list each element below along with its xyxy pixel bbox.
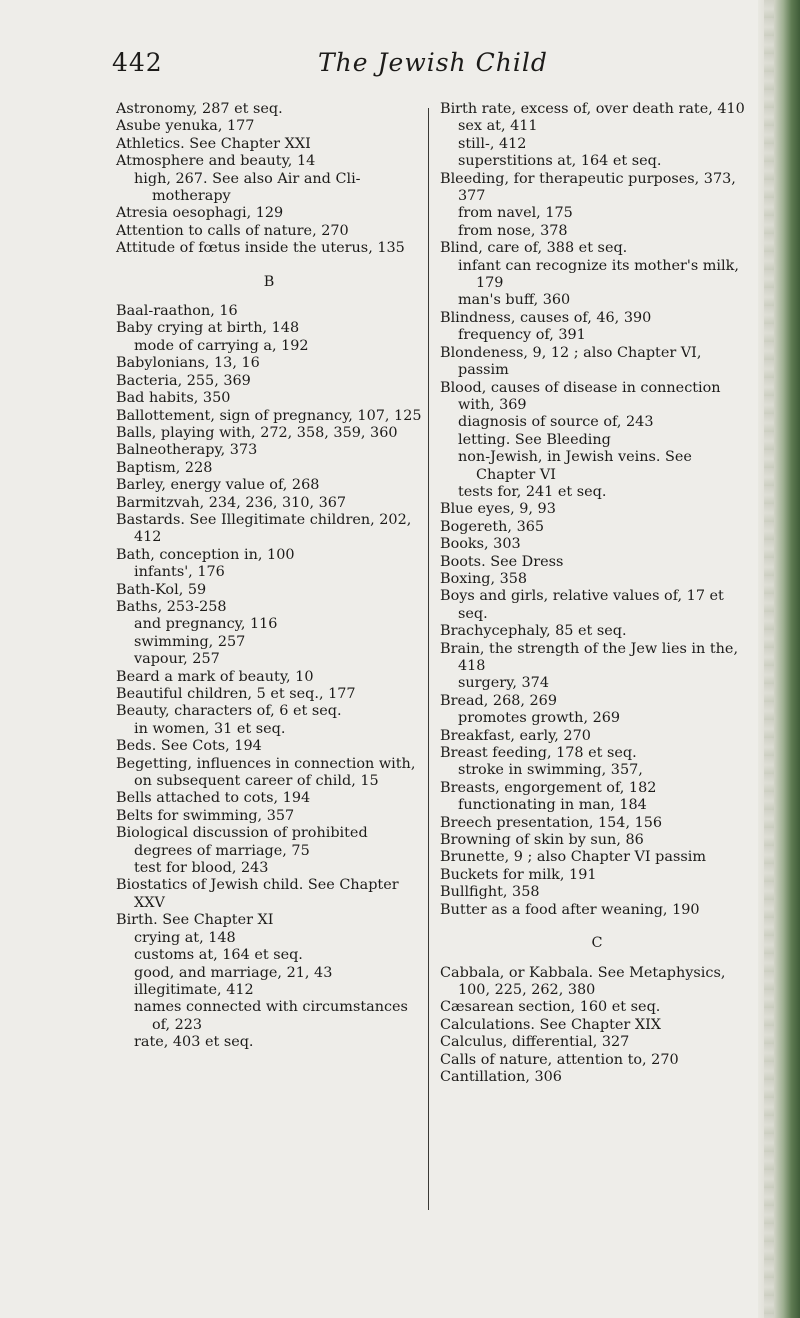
- index-entry: Brunette, 9 ; also Chapter VI passim: [440, 849, 706, 866]
- index-subentry: from navel, 175: [458, 205, 573, 222]
- index-entry: Baptism, 228: [116, 459, 213, 476]
- index-entry: Calls of nature, attention to, 270: [440, 1051, 679, 1068]
- index-subentry: mode of carrying a, 192: [134, 337, 309, 354]
- index-entry: Buckets for milk, 191: [440, 866, 597, 883]
- index-entry: Begetting, influences in connection with, on subsequent career of child, 15: [116, 755, 416, 790]
- index-entry: Babylonians, 13, 16: [116, 355, 260, 372]
- index-entry: Balneotherapy, 373: [116, 442, 258, 459]
- index-entry: Calculations. See Chapter XIX: [440, 1016, 662, 1033]
- index-entry: Attitude of fœtus inside the uterus, 135: [116, 240, 405, 257]
- index-entry: Blind, care of, 388 et seq.: [440, 240, 628, 257]
- index-entry: Bread, 268, 269: [440, 692, 557, 709]
- index-entry: Beauty, characters of, 6 et seq.: [116, 703, 342, 720]
- index-subentry: infant can recognize its mother's milk, 179: [458, 257, 739, 292]
- index-entry: Breakfast, early, 270: [440, 727, 591, 744]
- index-subentry: superstitions at, 164 et seq.: [458, 153, 662, 170]
- page-header: [112, 48, 752, 88]
- index-entry: Browning of skin by sun, 86: [440, 832, 644, 849]
- index-subentry: illegitimate, 412: [134, 981, 254, 998]
- section-letter: B: [263, 273, 275, 290]
- index-subentry: frequency of, 391: [458, 327, 586, 344]
- index-subentry: letting. See Bleeding: [458, 431, 611, 448]
- index-subentry: promotes growth, 269: [458, 710, 621, 727]
- index-entry: Boxing, 358: [440, 570, 528, 587]
- running-title: The Jewish Child: [318, 48, 548, 77]
- index-entry: Barmitzvah, 234, 236, 310, 367: [116, 494, 347, 511]
- index-entry: Calculus, differential, 327: [440, 1034, 630, 1051]
- index-entry: Bath-Kol, 59: [116, 581, 207, 598]
- index-entry: Bells attached to cots, 194: [116, 790, 311, 807]
- index-subentry: good, and marriage, 21, 43: [134, 964, 333, 981]
- index-entry: Atmosphere and beauty, 14: [116, 153, 316, 170]
- index-entry: Breasts, engorgement of, 182: [440, 779, 657, 796]
- index-entry: Blood, causes of disease in connection with, 369: [440, 379, 721, 413]
- index-subentry: sex at, 411: [458, 118, 538, 135]
- index-subentry: vapour, 257: [134, 651, 220, 668]
- index-entry: Cantillation, 306: [440, 1068, 562, 1085]
- index-subentry: in women, 31 et seq.: [134, 720, 286, 737]
- index-entry: Belts for swimming, 357: [116, 807, 295, 824]
- index-entry: Attention to calls of nature, 270: [116, 222, 349, 239]
- index-entry: Ballottement, sign of pregnancy, 107, 125: [116, 407, 422, 424]
- index-entry: Bogereth, 365: [440, 518, 545, 535]
- index-column-left: [116, 101, 422, 1052]
- index-entry: Astronomy, 287 et seq.: [116, 101, 283, 117]
- index-entry: Beard a mark of beauty, 10: [116, 668, 314, 685]
- index-subentry: stroke in swimming, 357,: [458, 762, 643, 779]
- index-entry: Barley, energy value of, 268: [116, 477, 320, 494]
- index-entry: Books, 303: [440, 536, 521, 553]
- index-entry: Bad habits, 350: [116, 390, 231, 407]
- index-entry: Bullfight, 358: [440, 884, 540, 901]
- index-entry: Boots. See Dress: [440, 553, 564, 570]
- page-number: 442: [112, 48, 163, 77]
- index-subentry: test for blood, 243: [134, 860, 269, 877]
- index-entry: Atresia oesophagi, 129: [116, 205, 284, 222]
- page-edge-shadow: [758, 0, 800, 1318]
- index-entry: Breast feeding, 178 et seq.: [440, 745, 637, 762]
- index-entry: Birth. See Chapter XI: [116, 912, 274, 929]
- index-entry: Blue eyes, 9, 93: [440, 501, 556, 518]
- index-entry: Asube yenuka, 177: [116, 118, 255, 135]
- index-subentry: still-, 412: [458, 135, 527, 152]
- index-subentry: non-Jewish, in Jewish veins. See Chapter VI: [458, 449, 692, 483]
- index-subentry: tests for, 241 et seq.: [458, 483, 607, 500]
- index-entry: Butter as a food after weaning, 190: [440, 901, 700, 918]
- index-subentry: from nose, 378: [458, 222, 568, 239]
- index-subentry: high, 267. See also Air and Cli-motherapy: [134, 170, 361, 205]
- index-entry: Baby crying at birth, 148: [116, 320, 300, 337]
- index-subentry: diagnosis of source of, 243: [458, 414, 654, 431]
- index-entry: Beautiful children, 5 et seq., 177: [116, 686, 356, 702]
- index-entry: Athletics. See Chapter XXI: [116, 135, 311, 152]
- index-entry: Brain, the strength of the Jew lies in the, 418: [440, 640, 739, 674]
- index-subentry: customs at, 164 et seq.: [134, 947, 303, 964]
- index-subentry: surgery, 374: [458, 675, 549, 692]
- index-entry: Blondeness, 9, 12 ; also Chapter VI, passim: [440, 344, 702, 379]
- index-entry: Biostatics of Jewish child. See Chapter XXV: [116, 877, 399, 911]
- section-letter: C: [591, 935, 603, 952]
- index-subentry: swimming, 257: [134, 633, 246, 650]
- index-entry: Beds. See Cots, 194: [116, 738, 262, 755]
- index-entry: Cabbala, or Kabbala. See Metaphysics, 100, 225, 262, 380: [440, 964, 726, 998]
- index-entry: Brachycephaly, 85 et seq.: [440, 623, 627, 640]
- column-divider: [428, 108, 429, 1210]
- index-entry: Biological discussion of prohibited degrees of marriage, 75: [116, 825, 368, 859]
- index-entry: Baths, 253-258: [116, 598, 227, 615]
- index-entry: Baal-raathon, 16: [116, 303, 238, 320]
- index-entry: Birth rate, excess of, over death rate, 410: [440, 101, 745, 117]
- index-entry: Bath, conception in, 100: [116, 546, 295, 563]
- index-entry: Bleeding, for therapeutic purposes, 373, 377: [440, 170, 736, 205]
- index-subentry: and pregnancy, 116: [134, 616, 278, 633]
- index-entry: Blindness, causes of, 46, 390: [440, 309, 652, 326]
- index-subentry: crying at, 148: [134, 929, 236, 946]
- index-column-right: [440, 101, 754, 1086]
- index-subentry: man's buff, 360: [458, 292, 571, 309]
- index-entry: Cæsarean section, 160 et seq.: [440, 999, 661, 1016]
- index-subentry: functionating in man, 184: [458, 797, 647, 814]
- index-entry: Boys and girls, relative values of, 17 et seq.: [440, 588, 724, 622]
- index-entry: Breech presentation, 154, 156: [440, 814, 663, 831]
- index-entry: Bacteria, 255, 369: [116, 372, 251, 389]
- index-subentry: names connected with circumstances of, 223: [134, 999, 408, 1033]
- index-subentry: rate, 403 et seq.: [134, 1034, 254, 1051]
- index-entry: Balls, playing with, 272, 358, 359, 360: [116, 424, 398, 441]
- index-entry: Bastards. See Illegitimate children, 202, 412: [116, 511, 412, 546]
- index-subentry: infants', 176: [134, 564, 225, 581]
